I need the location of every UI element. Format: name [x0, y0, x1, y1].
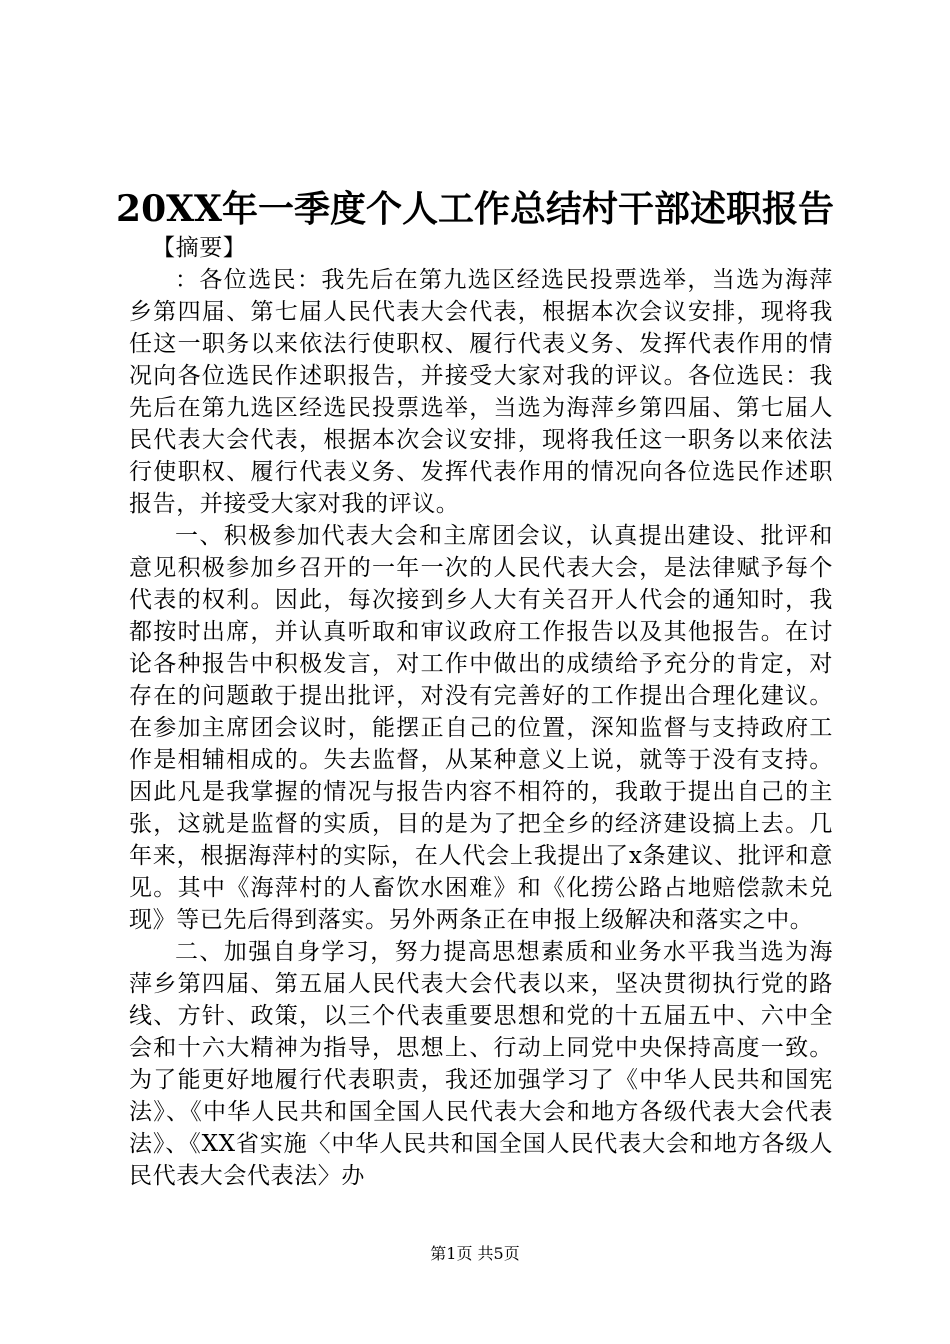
paragraph-section-two: 二、加强自身学习，努力提高思想素质和业务水平我当选为海萍乡第四届、第五届人民代表大会代表以来，坚决贯彻执行党的路线、方针、政策，以三个代表重要思想和党的十五届五中、六中全会和十六大精神为指导，思想上、行动上同党中央保持高度一致。为了能更好地履行代表职责，我还加强学习了《中华人民共和国宪法》、《中华人民共和国全国人民代表大会和地方各级代表大会代表法》、《XX省实施〈中华人民共和国全国人民代表大会和地方各级人民代表大会代表法〉办: [129, 939, 833, 1189]
page-indicator: 第1页 共5页: [430, 1244, 520, 1263]
page-footer: [0, 1243, 950, 1265]
abstract-label: 【摘要】: [152, 235, 247, 261]
paragraph-section-one: 一、积极参加代表大会和主席团会议，认真提出建设、批评和意见积极参加乡召开的一年一次的人民代表大会，是法律赋予每个代表的权利。因此，每次接到乡人大有关召开人代会的通知时，我都按时出席，并认真听取和审议政府工作报告以及其他报告。在讨论各种报告中积极发言，对工作中做出的成绩给予充分的肯定，对存在的问题敢于提出批评，对没有完善好的工作提出合理化建议。在参加主席团会议时，能摆正自己的位置，深知监督与支持政府工作是相辅相成的。失去监督，从某种意义上说，就等于没有支持。因此凡是我掌握的情况与报告内容不相符的，我敢于提出自己的主张，这就是监督的实质，目的是为了把全乡的经济建设搞上去。几年来，根据海萍村的实际，在人代会上我提出了x条建议、批评和意见。其中《海萍村的人畜饮水困难》和《化捞公路占地赔偿款未兑现》等已先后得到落实。另外两条正在申报上级解决和落实之中。: [129, 523, 833, 933]
paragraph-intro: ：各位选民：我先后在第九选区经选民投票选举，当选为海萍乡第四届、第七届人民代表大会代表，根据本次会议安排，现将我任这一职务以来依法行使职权、履行代表义务、发挥代表作用的情况向各位选民作述职报告，并接受大家对我的评议。各位选民：我先后在第九选区经选民投票选举，当选为海萍乡第四届、第七届人民代表大会代表，根据本次会议安排，现将我任这一职务以来依法行使职权、履行代表义务、发挥代表作用的情况向各位选民作述职报告，并接受大家对我的评议。: [129, 267, 833, 517]
document-title: 20XX年一季度个人工作总结村干部述职报告: [116, 188, 834, 230]
document-body: [129, 232, 833, 1192]
